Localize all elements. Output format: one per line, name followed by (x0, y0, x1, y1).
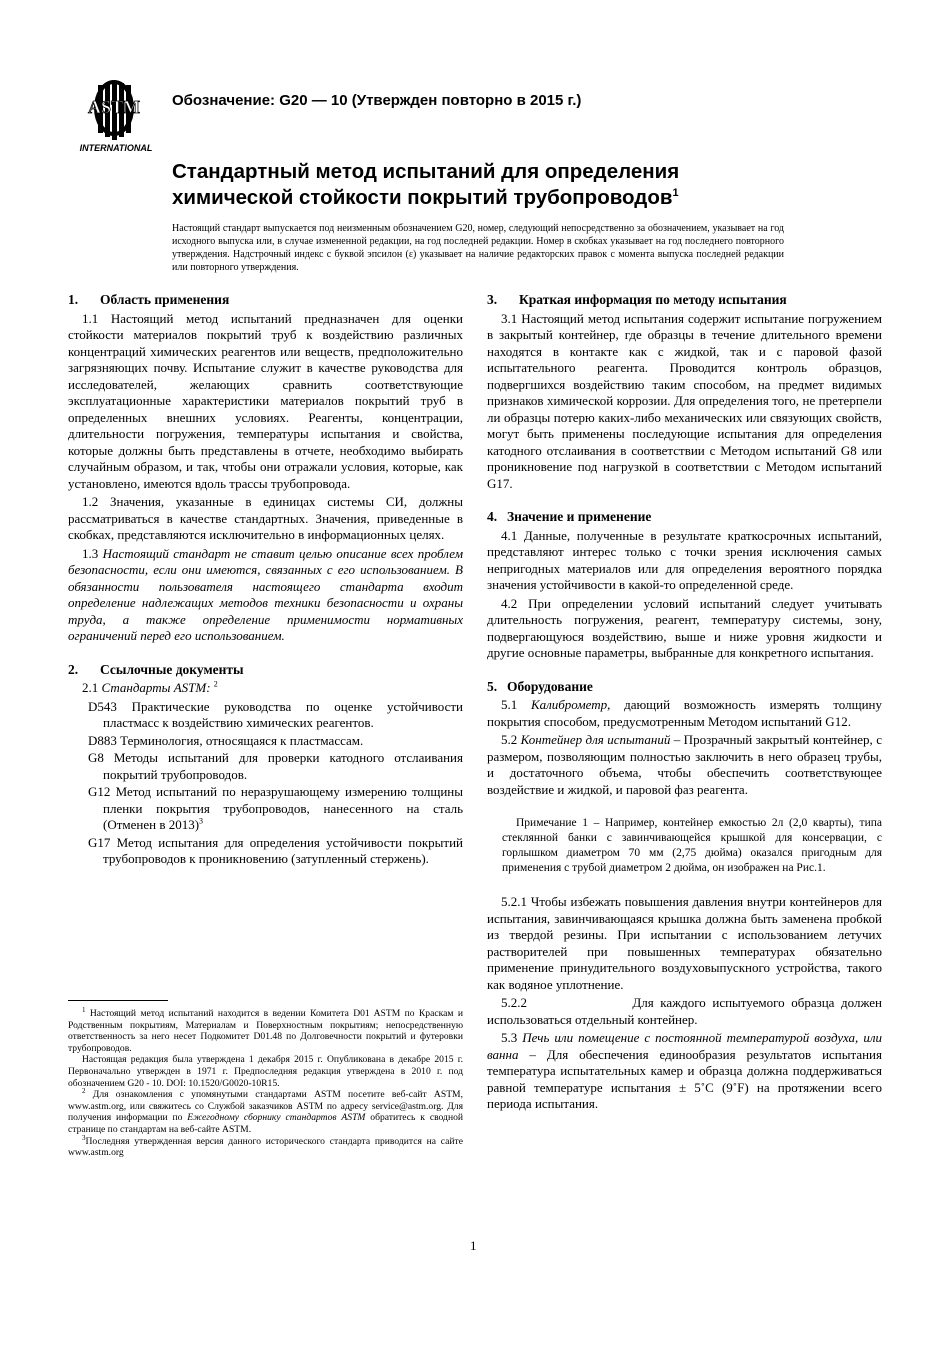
preamble: Настоящий стандарт выпускается под неизменным обозначением G20, номер, следующий непосредственно за обозначением, указывает на год исходного выпуска или, в случае измененной редакции, на год последней редакции. Номер в скобках указывает на год последнего повторного утверждения. Надстрочный индекс с буквой эпсилон (ε) указывает на наличие редакторских правок с момента выпуска последней редакции или повторного утверждения. (172, 223, 784, 273)
footnote-1: $^1$ Настоящий метод испытаний находится в ведении Комитета D01 ASTM по Краскам и Родственным покрытиям, Материалам и Поверхностным покрытиям; непосредственную ответственность за него несет Подкомитет D01.48 по Долговечности покрытий и футеровки трубопроводов. (68, 1005, 463, 1054)
section-5-1: 5.1 Калиброметр, дающий возможность измерять толщину покрытия способом, предусмотренным Методом испытаний G12. (487, 697, 883, 729)
section-5-2-2: 5.2.2 Для каждого испытуемого образца должен использоваться отдельный контейнер. (487, 995, 883, 1027)
section-4-heading: 4. Значение и применение (487, 509, 652, 524)
svg-text:INTERNATIONAL: INTERNATIONAL (79, 143, 153, 153)
section-5-heading: 5. Оборудование (487, 678, 593, 694)
footnote-1b: Настоящая редакция была утверждена 1 декабря 2015 г. Опубликована в декабре 2015 г. Первоначально утвержден в 1971 г. Предпоследняя редакция утверждена в 2010 г. под обозначением G20 - 10. DOI: 10.1520/G0020-10R15. (68, 1054, 463, 1089)
section-4-1: 4.1 Данные, полученные в результате краткосрочных испытаний, представляют интерес только с точки зрения исключения самых непригодных материалов или для определения вероятного порядка значения устойчивости в какой-то определенной среде. (487, 527, 882, 592)
page-number: 1 (470, 1238, 477, 1253)
section-1-2: 1.2 Значения, указанные в единицах системы СИ, должны рассматриваться в качестве стандартных. Значения, приведенные в скобках, представляются исключительно в информационных целях. (68, 494, 463, 542)
section-5-2: 5.2 Контейнер для испытаний – Прозрачный закрытый контейнер, с размером, позволяющим полностью заключить в него образец трубы, и достаточного объема, чтобы обеспечить соответствующее воздействие и жидкой, и паровой фаз реагента. (487, 732, 883, 797)
left-column (68, 292, 463, 869)
title-footnote-ref: 1 (672, 187, 679, 200)
astm-logo (74, 80, 158, 154)
ref-g8: G8 Методы испытаний для проверки катодного отслаивания покрытий трубопроводов. (88, 750, 463, 782)
ref-d883: D883 Терминология, относящаяся к пластмассам. (88, 732, 364, 748)
section-1-heading: 1. Область применения (68, 292, 230, 307)
section-2-1: 2.1 Стандарты ASTM: $^2$ (82, 679, 218, 695)
title-line-2: химической стойкости покрытий трубопроводов$^1$ (172, 186, 679, 209)
footnote-divider (68, 1000, 168, 1001)
right-column (487, 292, 882, 1115)
designation: Обозначение: G20 — 10 (Утвержден повторно в 2015 г.) (172, 92, 582, 109)
note-1: Примечание 1 – Например, контейнер емкостью 2л (2,0 кварты), типа стеклянной банки с завинчивающейся крышкой для консервации, с горлышком диаметром 70 мм (2,75 дюйма) оказался пригодным для применения с трубой диаметром 2 дюйма, он изображен на Рис.1. (502, 817, 882, 874)
page-title (172, 159, 812, 211)
section-5-2-1: 5.2.1 Чтобы избежать повышения давления внутри контейнеров для испытания, завинчивающаяся крышка должна быть заменена пробкой из твердой резины. При испытании с использованием летучих растворителей при повышенных температурах обязательно применение принудительного воздуховыпускного устройства, такого как водяное уплотнение. (487, 894, 882, 992)
section-1-1: 1.1 Настоящий метод испытаний предназначен для оценки стойкости материалов покрытий труб к воздействию различных концентраций химических реагентов или веществ, предположительно загрязняющих почву. Испытание служит в качестве руководства для исследователей, желающих сравнить соответствующие эксплуатационные характеристики материалов покрытий труб в определенных внешних условиях. Реагенты, концентрации, длительности погружения, температуры испытания и свойства, которые должны быть представлены в отчете, необходимо выбирать случайным образом, и так, чтобы они отражали условия, которые, как установлено, имеются вдоль трассы трубопровода. (68, 310, 463, 491)
svg-text:ASTM: ASTM (87, 97, 141, 117)
astm-emblem-icon (88, 82, 140, 140)
title-line-1: Стандартный метод испытаний для определения (172, 160, 680, 183)
footnotes (68, 1005, 464, 1159)
ref-g17: G17 Метод испытания для определения устойчивости покрытий трубопроводов к проникновению (затупленный стержень). (88, 834, 463, 866)
section-5-3: 5.3 Печь или помещение с постоянной температурой воздуха, или ванна – Для обеспечения единообразия результатов испытания температура испытательных камер и образца должна поддерживаться равной температуре испытания ± 5˚C (9˚F) на протяжении всего периода испытания. (487, 1030, 882, 1111)
ref-d543: D543 Практические руководства по оценке устойчивости пластмасс к воздействию химических реагентов. (88, 698, 463, 730)
section-4-2: 4.2 При определении условий испытаний следует учитывать длительность погружения, реагент, температуру системы, зону, подвергающуюся воздействию, выше и ниже уровня жидкости и другие основные параметры, выбранные для конкретного испытания. (487, 595, 882, 660)
footnote-3: $^3$Последняя утвержденная версия данного исторического стандарта приводится на сайте www.astm.org (68, 1133, 463, 1159)
footnote-2: $^2$ Для ознакомления с упомянутыми стандартами ASTM посетите веб-сайт ASTM, www.astm.org, или свяжитесь со Службой заказчиков ASTM по адресу service@astm.org. Для получения информации по Ежегодному сборнику стандартов ASTM обратитесь к сводной странице по стандартам на веб-сайте ASTM. (68, 1086, 464, 1135)
ref-g12: G12 Метод испытаний по неразрушающему измерению толщины пленки покрытия трубопроводов, нанесенного на сталь (Отменен в 2013)$^3$ (88, 784, 463, 832)
section-1-3: 1.3 Настоящий стандарт не ставит целью описание всех проблем безопасности, если они имеются, связанных с его использованием. В обязанности пользователя настоящего стандарта входит определение надлежащих методов техники безопасности и охраны труда, а также определение применимости нормативных ограничений перед его использованием. (68, 545, 463, 643)
section-3-heading: 3. Краткая информация по методу испытания (487, 292, 787, 307)
section-2-heading: 2. Ссылочные документы (68, 661, 244, 677)
section-3-1: 3.1 Настоящий метод испытания содержит испытание погружением в закрытый контейнер, где образцы в течение длительного времени находятся в контакте как с жидкой, так и с паровой фазой испытательного реагента. Проводится контроль образцов, подвергшихся воздействию таким способом, на предмет видимых признаков химической коррозии. Для определения того, не претерпели ли образцы потерю каких-либо механических или связующих свойств, могут быть применены последующие испытания для определения катодного отслаивания в соответствии с Методом испытаний G8 или проникновение под нагрузкой в соответствии с Методом испытаний G17. (487, 310, 882, 491)
